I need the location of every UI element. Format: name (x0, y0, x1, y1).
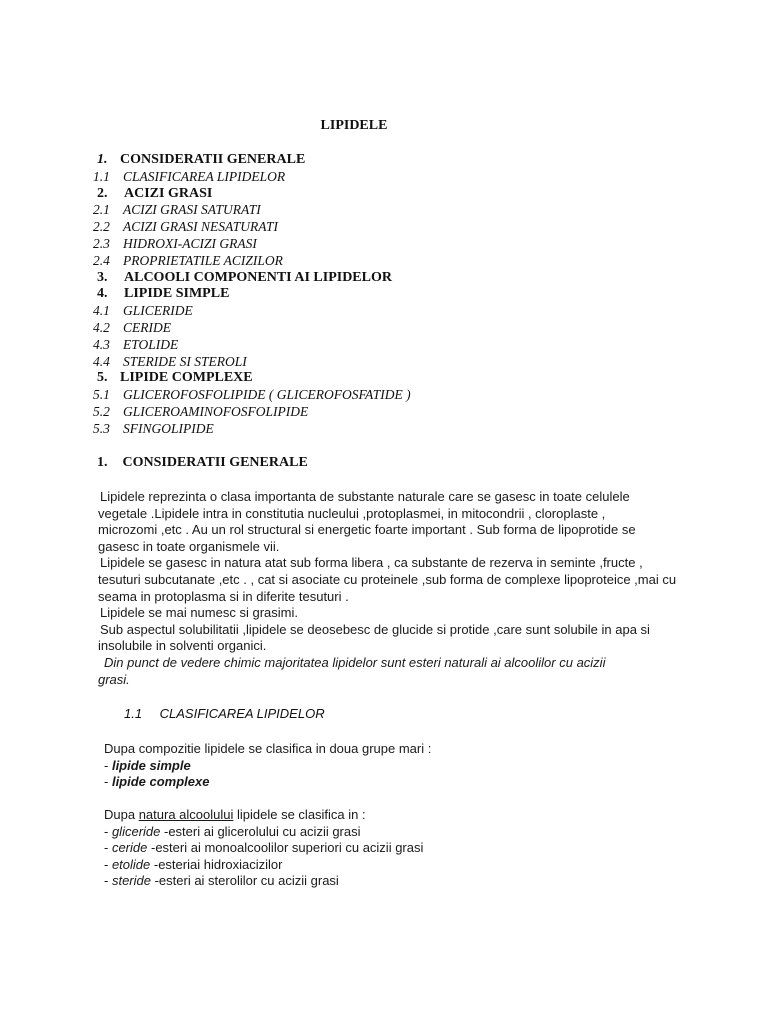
toc-text: STERIDE SI STEROLI (123, 353, 247, 369)
toc-item (0, 354, 700, 371)
paragraph-line: vegetale .Lipidele intra in constitutia nucleului ,protoplasmei, in mitocondrii , cloroplaste , (98, 505, 606, 521)
toc-number: 2.2 (93, 219, 110, 235)
subsection-title: CLASIFICAREA LIPIDELOR (159, 706, 325, 721)
toc-number: 5.3 (93, 420, 110, 436)
section-title: CONSIDERATII GENERALE (122, 455, 308, 470)
section-heading (97, 455, 308, 471)
toc-item (0, 303, 700, 320)
alcohol-list (104, 807, 423, 890)
toc-text: PROPRIETATILE ACIZILOR (123, 252, 283, 268)
toc-text: LIPIDE COMPLEXE (120, 370, 253, 386)
toc-item (0, 270, 700, 287)
toc-item (0, 404, 700, 421)
toc-number: 4.2 (93, 319, 110, 335)
toc-item (0, 152, 700, 169)
list-item: - lipide complexe (104, 774, 210, 790)
toc-item (0, 387, 700, 404)
paragraph-line: Lipidele se mai numesc si grasimi. (100, 605, 298, 621)
subsection-heading (124, 706, 325, 721)
toc-text: ACIZI GRASI (124, 185, 213, 201)
paragraph-line: insolubile in solventi organici. (98, 638, 267, 654)
toc-item (0, 236, 700, 253)
toc-text: ETOLIDE (123, 336, 179, 352)
paragraph-line: Din punct de vedere chimic majoritatea lipidelor sunt esteri naturali ai alcoolilor cu acizii (104, 654, 606, 670)
toc-text: ACIZI GRASI NESATURATI (123, 219, 278, 235)
toc-item (0, 169, 700, 186)
paragraph-line: grasi. (98, 671, 130, 687)
list-item: - gliceride -esteri ai glicerolului cu acizii grasi (104, 823, 361, 839)
subsection-number: 1.1 (124, 706, 143, 721)
toc-text: ACIZI GRASI SATURATI (123, 202, 261, 218)
toc-item (0, 370, 700, 387)
toc-text: GLICEROFOSFOLIPIDE ( GLICEROFOSFATIDE ) (123, 387, 411, 403)
toc-number: 2. (97, 185, 108, 201)
toc-item (0, 286, 700, 303)
toc-number: 2.1 (93, 202, 110, 218)
toc-number: 4.1 (93, 303, 110, 319)
list-item: - lipide simple (104, 757, 191, 773)
toc-text: CLASIFICAREA LIPIDELOR (123, 168, 286, 184)
toc-text: GLICEROAMINOFOSFOLIPIDE (123, 403, 309, 419)
toc-item (0, 202, 700, 219)
paragraph-line: Lipidele reprezinta o clasa importanta de substante naturale care se gasesc in toate celulele (100, 489, 630, 504)
toc-text: CERIDE (123, 319, 171, 335)
toc-number: 5.2 (93, 403, 110, 419)
toc-item (0, 320, 700, 337)
toc-text: LIPIDE SIMPLE (124, 286, 230, 302)
toc-item (0, 421, 700, 438)
toc-text: CONSIDERATII GENERALE (120, 152, 306, 167)
list-item: - steride -esteri ai sterolilor cu acizii grasi (104, 873, 339, 889)
toc-number: 2.4 (93, 252, 110, 268)
toc-number: 1.1 (93, 168, 110, 184)
document-title: LIPIDELE (320, 118, 388, 133)
toc-text: ALCOOLI COMPONENTI AI LIPIDELOR (124, 269, 392, 285)
toc-number: 4. (97, 286, 108, 302)
paragraph-line: tesuturi subcutanate ,etc . , cat si asociate cu proteinele ,sub forma de complexe lipoproteice ,mai cu (98, 571, 677, 587)
toc-number: 4.3 (93, 336, 110, 352)
toc-number: 3. (97, 269, 108, 285)
list-intro: Dupa natura alcoolului lipidele se clasifica in : (104, 807, 366, 822)
toc-item (0, 337, 700, 354)
toc-number: 5.1 (93, 387, 110, 403)
toc-item (0, 219, 700, 236)
toc-number: 5. (97, 370, 108, 386)
paragraph-line: microzomi ,etc . Au un rol structural si energetic foarte important . Sub forma de lipoprotide se (98, 522, 636, 538)
composition-list (104, 741, 431, 791)
section-body (100, 489, 696, 688)
toc-text: HIDROXI-ACIZI GRASI (123, 235, 257, 251)
toc-text: GLICERIDE (123, 303, 193, 319)
paragraph-line: Lipidele se gasesc in natura atat sub forma libera , ca substante de rezerva in seminte ,fructe , (100, 555, 643, 571)
toc-number: 4.4 (93, 353, 110, 369)
table-of-contents (0, 152, 700, 438)
paragraph-line: Sub aspectul solubilitatii ,lipidele se deosebesc de glucide si protide ,care sunt solubile in apa si (100, 621, 650, 637)
list-item: - ceride -esteri ai monoalcoolilor superiori cu acizii grasi (104, 840, 424, 856)
list-intro: Dupa compozitie lipidele se clasifica in doua grupe mari : (104, 741, 432, 756)
section-number: 1. (97, 455, 108, 470)
toc-item (0, 186, 700, 203)
toc-text: SFINGOLIPIDE (123, 420, 214, 436)
paragraph-line: seama in protoplasma si in diferite tesuturi . (98, 588, 349, 604)
list-item: - etolide -esteriai hidroxiacizilor (104, 856, 283, 872)
toc-number: 1. (97, 152, 108, 167)
toc-number: 2.3 (93, 235, 110, 251)
toc-item (0, 253, 700, 270)
paragraph-line: gasesc in toate organismele vii. (98, 538, 280, 554)
